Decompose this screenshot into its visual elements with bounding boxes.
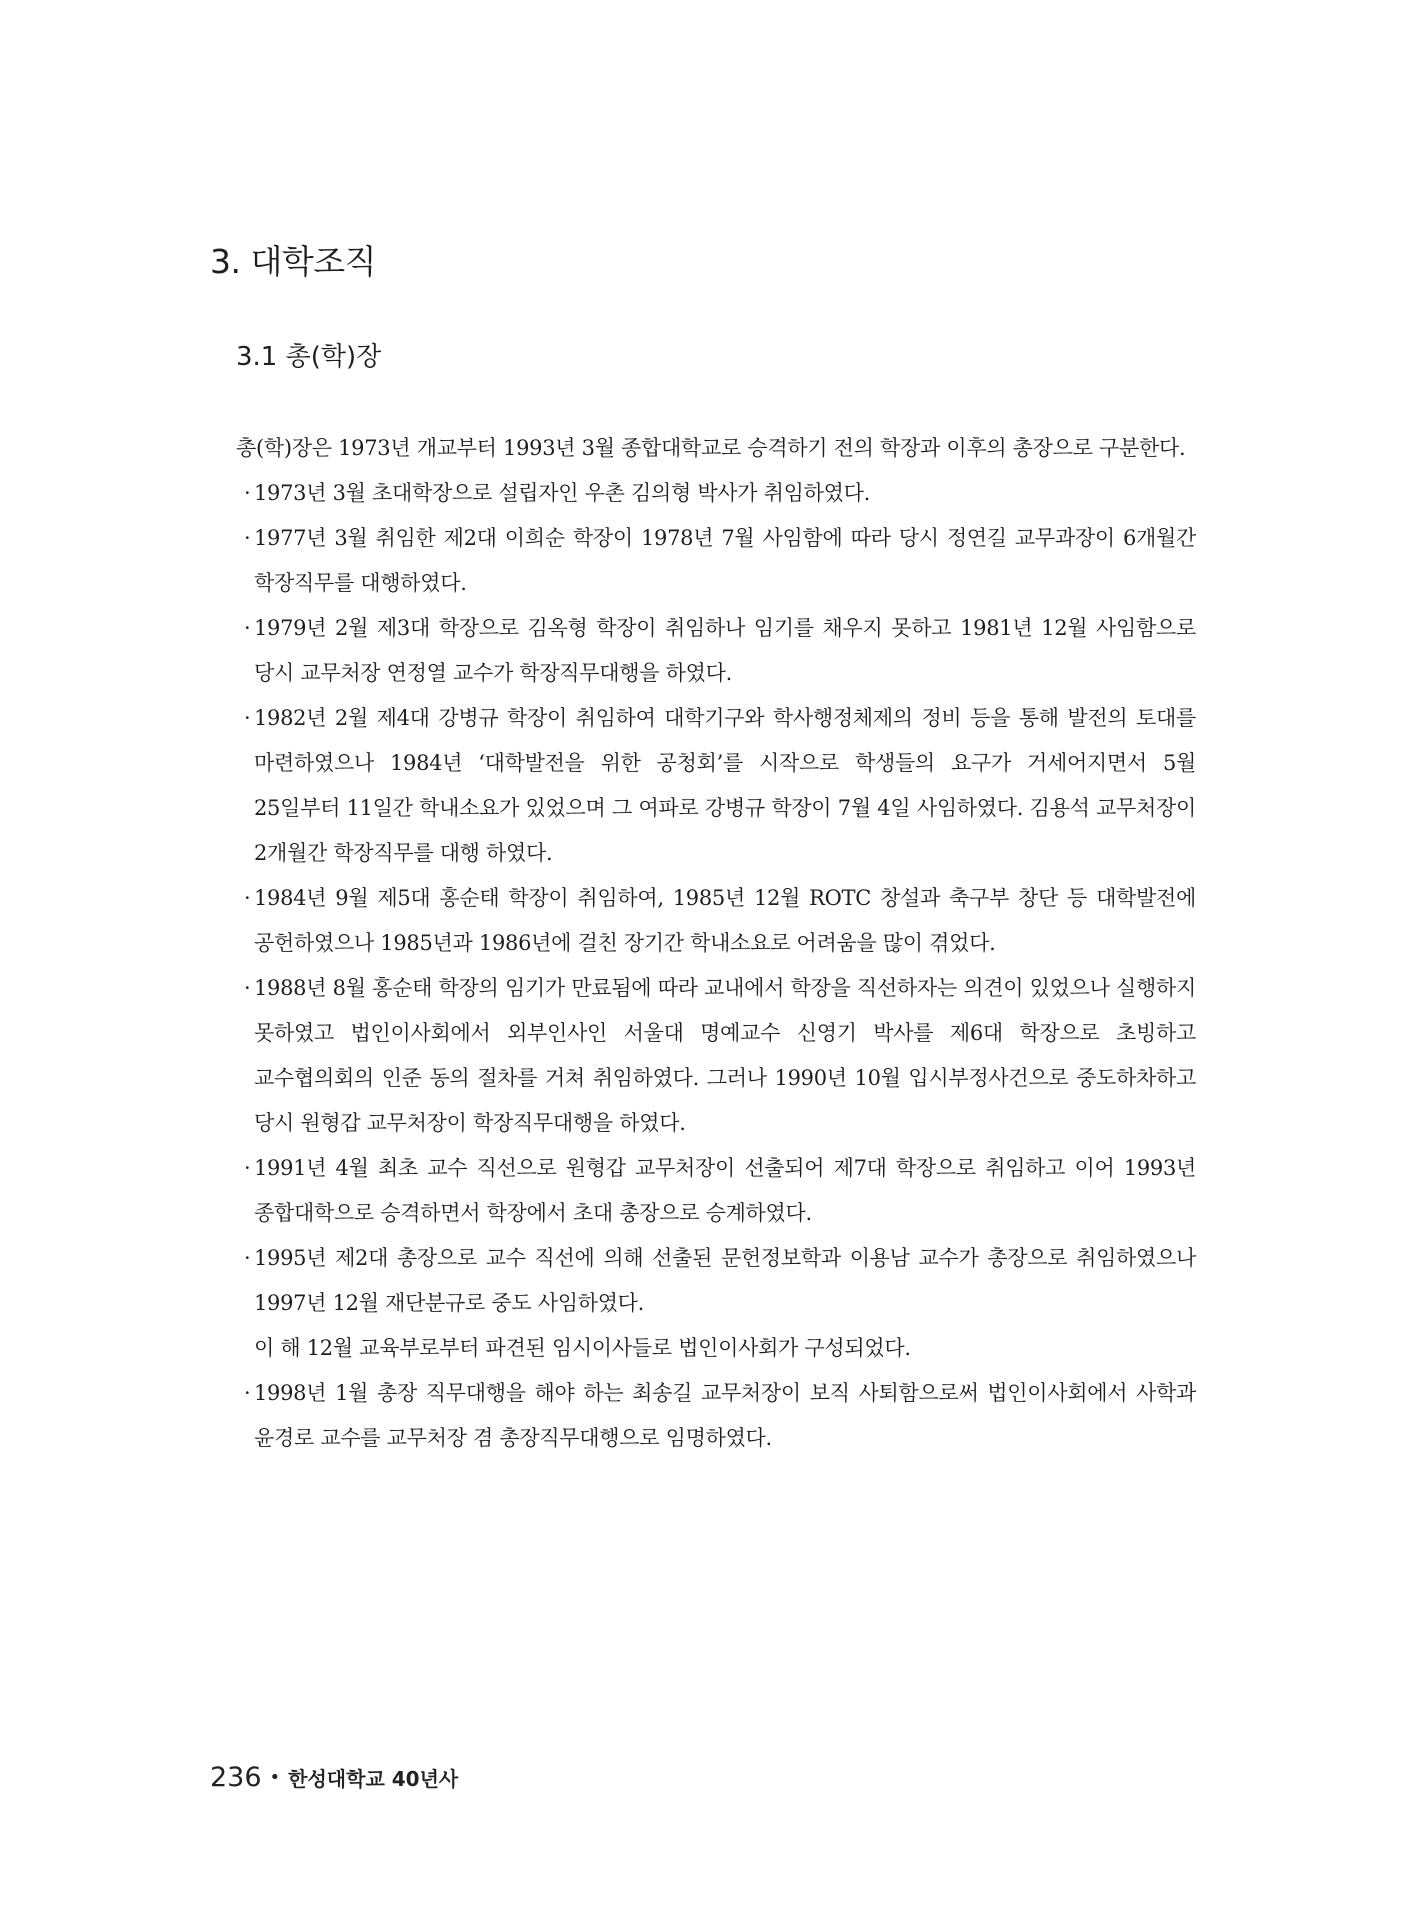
list-item: [210, 1326, 1196, 1371]
bullet-marker: ·: [244, 1381, 251, 1405]
subsection-title: 3.1 총(학)장: [236, 342, 382, 372]
bullet-marker: ·: [244, 616, 251, 640]
list-item-text: 1991년 4월 최초 교수 직선으로 원형갑 교무처장이 선출되어 제7대 학장으로 취임하고 이어 1993년 종합대학으로 승격하면서 학장에서 초대 총장으로 승계하였다.: [254, 1156, 1196, 1225]
list-item-text: 이 해 12월 교육부로부터 파견된 임시이사들로 법인이사회가 구성되었다.: [254, 1336, 911, 1360]
section-title: 3. 대학조직: [210, 242, 376, 281]
list-item-text: 1977년 3월 취임한 제2대 이희순 학장이 1978년 7월 사임함에 따라 당시 정연길 교무과장이 6개월간 학장직무를 대행하였다.: [254, 526, 1196, 595]
bullet-marker: ·: [244, 526, 251, 550]
list-item-text: 1984년 9월 제5대 홍순태 학장이 취임하여, 1985년 12월 ROTC 창설과 축구부 창단 등 대학발전에 공헌하였으나 1985년과 1986년에 걸친 장기간 학내소요로 어려움을 많이 겪었다.: [254, 886, 1196, 955]
list-item: [210, 471, 1196, 516]
page-footer: [210, 1762, 458, 1793]
list-item: [210, 696, 1196, 876]
bullet-marker: ·: [244, 1246, 251, 1270]
body-content: [210, 426, 1196, 1461]
intro-paragraph: 총(학)장은 1973년 개교부터 1993년 3월 종합대학교로 승격하기 전의 학장과 이후의 총장으로 구분한다.: [236, 436, 1186, 460]
list-item: [210, 876, 1196, 966]
list-item-text: 1982년 2월 제4대 강병규 학장이 취임하여 대학기구와 학사행정체제의 정비 등을 통해 발전의 토대를 마련하였으나 1984년 ‘대학발전을 위한 공청회’를 시작으로 학생들의 요구가 거세어지면서 5월 25일부터 11일간 학내소요가 있었으며 그 여파로 강병규 학장이 7월 4일 사임하였다. 김용석 교무처장이 2개월간 학장직무를 대행 하였다.: [254, 706, 1196, 865]
page-number: 236: [210, 1762, 262, 1793]
bullet-marker: ·: [244, 706, 251, 730]
list-item: [210, 1146, 1196, 1236]
list-item-text: 1995년 제2대 총장으로 교수 직선에 의해 선출된 문헌정보학과 이용남 교수가 총장으로 취임하였으나 1997년 12월 재단분규로 중도 사임하였다.: [254, 1246, 1196, 1315]
bullet-marker: ·: [244, 481, 251, 505]
list-item: [210, 1236, 1196, 1326]
presidents-list: [210, 471, 1196, 1461]
list-item: [210, 1371, 1196, 1461]
list-item-text: 1998년 1월 총장 직무대행을 해야 하는 최송길 교무처장이 보직 사퇴함으로써 법인이사회에서 사학과 윤경로 교수를 교무처장 겸 총장직무대행으로 임명하였다.: [254, 1381, 1196, 1450]
list-item-text: 1988년 8월 홍순태 학장의 임기가 만료됨에 따라 교내에서 학장을 직선하자는 의견이 있었으나 실행하지 못하였고 법인이사회에서 외부인사인 서울대 명예교수 신영기 박사를 제6대 학장으로 초빙하고 교수협의회의 인준 동의 절차를 거쳐 취임하였다. 그러나 1990년 10월 입시부정사건으로 중도하차하고 당시 원형갑 교무처장이 학장직무대행을 하였다.: [254, 976, 1196, 1135]
bullet-marker: ·: [244, 886, 251, 910]
list-item: [210, 966, 1196, 1146]
list-item-text: 1979년 2월 제3대 학장으로 김옥형 학장이 취임하나 임기를 채우지 못하고 1981년 12월 사임함으로 당시 교무처장 연정열 교수가 학장직무대행을 하였다.: [254, 616, 1196, 685]
list-item: [210, 606, 1196, 696]
bullet-marker: ·: [244, 1156, 251, 1180]
footer-separator: •: [269, 1767, 281, 1788]
book-title: 한성대학교 40년사: [288, 1767, 459, 1791]
list-item-text: 1973년 3월 초대학장으로 설립자인 우촌 김의형 박사가 취임하였다.: [254, 481, 870, 505]
bullet-marker: ·: [244, 976, 251, 1000]
list-item: [210, 516, 1196, 606]
